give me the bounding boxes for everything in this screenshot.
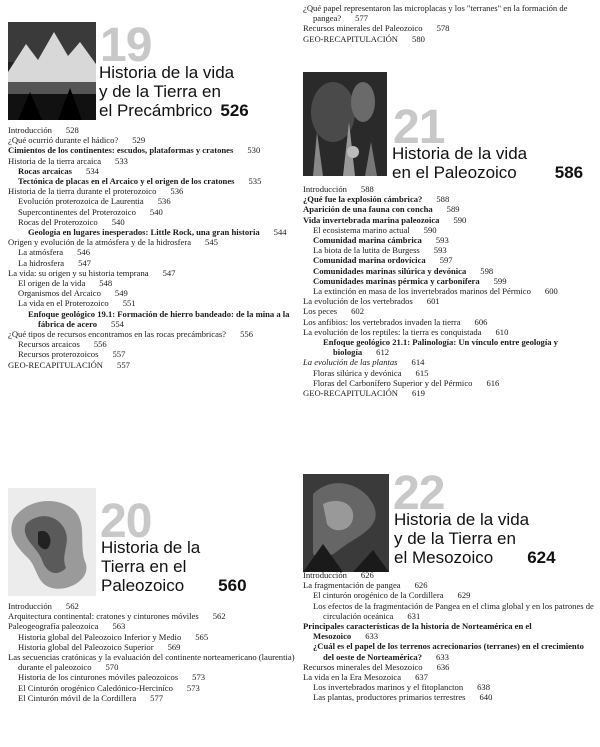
toc-entry-page: 626 bbox=[360, 570, 374, 580]
toc-entry bbox=[8, 207, 296, 217]
toc-entry-page: 577 bbox=[150, 692, 164, 703]
toc-entry-page: 600 bbox=[544, 286, 558, 297]
toc-entry bbox=[8, 642, 296, 652]
toc-entry bbox=[8, 278, 296, 288]
toc-entry bbox=[303, 215, 595, 225]
toc-entry-page: 593 bbox=[435, 235, 449, 246]
chapter-21-page: 586 bbox=[554, 163, 584, 182]
toc-entry bbox=[8, 135, 296, 145]
toc-entry-page: 619 bbox=[412, 388, 425, 399]
toc-entry bbox=[8, 247, 296, 257]
toc-entry-page: 599 bbox=[493, 275, 507, 286]
chapter-22-title: Historia de la vida y de la Tierra en el Mesozoico 624 bbox=[394, 510, 556, 567]
toc-entry bbox=[8, 683, 296, 693]
chapter-22-number: 22 bbox=[393, 467, 445, 520]
toc-entry bbox=[303, 337, 595, 357]
toc-entry-title: ¿Cuál es el papel de los terrenos acrecionarios (terranes) en el crecimiento del oeste de Norteamérica? bbox=[313, 641, 584, 662]
toc-entry bbox=[303, 357, 595, 367]
toc-entry-page: 545 bbox=[205, 237, 218, 248]
toc-entry-page: 536 bbox=[157, 196, 171, 207]
toc-entry-page: 640 bbox=[479, 692, 493, 703]
toc-entry-title: Los peces bbox=[303, 306, 338, 317]
toc-entry-page: 614 bbox=[411, 357, 425, 368]
toc-entry bbox=[8, 339, 296, 349]
toc-entry-page: 610 bbox=[495, 326, 509, 337]
toc-entry-title: Comunidades marinas pérmica y carbonífera bbox=[313, 275, 480, 286]
toc-entry-page: 637 bbox=[415, 672, 428, 683]
toc-entry-page: 554 bbox=[111, 318, 124, 329]
toc-entry bbox=[8, 156, 296, 166]
chapter-22-toc bbox=[303, 570, 595, 703]
toc-entry-title: ¿Qué fue la explosión cámbrica? bbox=[303, 194, 423, 205]
toc-entry-title: Recursos minerales del Paleozoico bbox=[303, 23, 423, 34]
toc-entry-page: 593 bbox=[433, 245, 447, 256]
chapter-19-title: Historia de la vida y de la Tierra en el Precámbrico 526 bbox=[99, 63, 249, 120]
toc-entry bbox=[8, 693, 296, 703]
toc-entry bbox=[303, 184, 595, 194]
chapter-20-toc-continued bbox=[303, 3, 593, 44]
toc-entry-title: Aparición de una fauna con concha bbox=[303, 204, 433, 215]
toc-entry-page: 528 bbox=[65, 125, 79, 135]
toc-entry-page: 636 bbox=[436, 661, 450, 672]
toc-entry-title: GEO-RECAPITULACIÓN bbox=[303, 33, 399, 44]
toc-entry-title: La vida en la Era Mesozoica bbox=[303, 672, 402, 683]
toc-entry bbox=[303, 682, 595, 692]
toc-entry-title: ¿Qué ocurrió durante el hádico? bbox=[8, 135, 119, 146]
toc-entry-page: 597 bbox=[439, 255, 453, 266]
toc-entry bbox=[303, 317, 595, 327]
toc-entry bbox=[303, 327, 595, 337]
toc-entry bbox=[303, 388, 595, 398]
toc-entry bbox=[8, 621, 296, 631]
toc-entry-page: 626 bbox=[414, 580, 428, 591]
toc-entry-title: Comunidades marinas silúrica y devónica bbox=[313, 265, 467, 276]
toc-entry-page: 633 bbox=[365, 631, 379, 642]
toc-entry-title: La evolución de los reptiles: la tierra es conquistada bbox=[303, 326, 482, 337]
toc-entry-page: 629 bbox=[457, 590, 471, 601]
toc-entry-title: Rocas del Proterozoico bbox=[18, 216, 98, 227]
toc-entry-title: Rocas arcaicas bbox=[18, 165, 73, 176]
toc-entry-page: 589 bbox=[446, 204, 460, 215]
toc-entry bbox=[303, 621, 595, 641]
toc-entry-title: Los anfibios: los vertebrados invaden la tierra bbox=[303, 316, 461, 327]
toc-entry-page: 569 bbox=[167, 641, 181, 652]
toc-entry-title: Paleogeografía paleozoica bbox=[8, 621, 99, 632]
toc-entry bbox=[8, 217, 296, 227]
toc-entry-title: Comunidad marina ordovícica bbox=[313, 255, 426, 266]
toc-entry-title: Floras silúrica y devónica bbox=[313, 367, 402, 378]
toc-entry-page: 573 bbox=[192, 672, 206, 683]
toc-entry-title: La biota de la lutita de Burgess bbox=[313, 245, 420, 256]
toc-entry bbox=[8, 601, 296, 611]
toc-entry-title: Introducción bbox=[8, 601, 52, 611]
toc-entry-page: 547 bbox=[78, 257, 91, 268]
toc-entry bbox=[303, 662, 595, 672]
chapter-20-page: 560 bbox=[218, 576, 247, 595]
toc-entry-title: El Cinturón orogénico Caledónico-Herciníco bbox=[18, 682, 173, 693]
toc-entry-page: 536 bbox=[170, 186, 184, 197]
toc-entry-title: Historia global del Paleozoico Superior bbox=[18, 641, 154, 652]
toc-entry-page: 540 bbox=[149, 206, 163, 217]
toc-entry-title: La hidrosfera bbox=[18, 257, 65, 268]
chapter-20-toc bbox=[8, 601, 296, 703]
toc-entry bbox=[303, 204, 595, 214]
toc-entry-page: 598 bbox=[480, 265, 494, 276]
toc-entry-title: Recursos minerales del Mesozoico bbox=[303, 661, 423, 672]
chapter-20-image bbox=[8, 488, 96, 596]
toc-entry-title: Vida invertebrada marina paleozoica bbox=[303, 214, 440, 225]
toc-entry bbox=[303, 34, 593, 44]
toc-entry-page: 551 bbox=[122, 298, 136, 309]
toc-entry-page: 547 bbox=[162, 267, 176, 278]
toc-entry bbox=[8, 298, 296, 308]
toc-entry bbox=[8, 652, 296, 672]
toc-entry bbox=[8, 268, 296, 278]
chapter-19-image bbox=[8, 22, 96, 120]
toc-entry bbox=[8, 196, 296, 206]
toc-entry-title: El Cinturón móvil de la Cordillera bbox=[18, 692, 137, 703]
toc-entry bbox=[8, 611, 296, 621]
toc-entry bbox=[8, 329, 296, 339]
toc-entry-page: 577 bbox=[355, 13, 369, 24]
toc-entry-title: Origen y evolución de la atmósfera y de la hidrosfera bbox=[8, 237, 192, 248]
toc-entry-title: La evolución de los vertebrados bbox=[303, 296, 413, 307]
toc-entry-page: 557 bbox=[112, 349, 126, 360]
toc-entry-title: Las plantas, productores primarios terrestres bbox=[313, 692, 466, 703]
toc-entry-page: 588 bbox=[436, 194, 450, 205]
toc-entry-title: Principales características de la historia de Norteamérica en el Mesozoico bbox=[303, 621, 532, 642]
toc-entry bbox=[303, 368, 595, 378]
toc-entry-title: Introducción bbox=[303, 570, 347, 580]
toc-entry bbox=[303, 194, 595, 204]
chapter-22-page: 624 bbox=[527, 548, 556, 567]
toc-entry-page: 533 bbox=[115, 155, 128, 166]
toc-entry-title: El ecosistema marino actual bbox=[313, 224, 410, 235]
chapter-19-number: 19 bbox=[100, 19, 152, 72]
toc-entry-title: Las secuencias cratónicas y la evaluación del continente norteamericano (laurentia) durante el paleozoico bbox=[8, 652, 295, 673]
toc-entry bbox=[303, 3, 593, 23]
chapter-20-number: 20 bbox=[100, 495, 152, 548]
toc-entry-page: 529 bbox=[132, 135, 146, 146]
toc-entry-page: 631 bbox=[407, 610, 421, 621]
toc-entry-page: 540 bbox=[111, 216, 125, 227]
toc-entry bbox=[303, 276, 595, 286]
toc-entry-title: Los invertebrados marinos y el fitoplancton bbox=[313, 682, 464, 693]
toc-entry bbox=[8, 672, 296, 682]
toc-entry-page: 556 bbox=[240, 329, 253, 340]
toc-entry-title: Historia de la tierra arcaica bbox=[8, 155, 102, 166]
chapter-21-image bbox=[303, 72, 387, 176]
toc-entry-page: 549 bbox=[114, 288, 128, 299]
toc-entry bbox=[8, 166, 296, 176]
chapter-21-number: 21 bbox=[393, 101, 445, 154]
toc-entry-page: 602 bbox=[351, 306, 365, 317]
toc-entry-title: Historia de los cinturones móviles paleozoicos bbox=[18, 672, 179, 683]
toc-entry-title: Evolución proterozoica de Laurentia bbox=[18, 196, 144, 207]
toc-entry bbox=[303, 590, 595, 600]
toc-entry-title: Enfoque geológico 21.1: Palinología: Un vínculo entre geología y biología bbox=[323, 337, 558, 358]
toc-entry bbox=[303, 266, 595, 276]
toc-entry-page: 535 bbox=[248, 176, 262, 187]
toc-entry bbox=[8, 186, 296, 196]
toc-entry-title: Arquitectura continental: cratones y cinturones móviles bbox=[8, 611, 199, 622]
toc-entry-page: 638 bbox=[477, 682, 491, 693]
toc-entry bbox=[303, 580, 595, 590]
toc-entry-page: 601 bbox=[426, 296, 440, 307]
toc-entry bbox=[8, 258, 296, 268]
chapter-19-page: 526 bbox=[220, 101, 249, 120]
toc-entry bbox=[303, 378, 595, 388]
toc-entry bbox=[303, 245, 595, 255]
toc-entry-title: Geología en lugares inesperados: Little Rock, una gran historia bbox=[28, 227, 260, 238]
chapter-22-image bbox=[303, 474, 389, 572]
toc-entry-title: La extinción en masa de los invertebrados marinos del Pérmico bbox=[313, 286, 531, 297]
toc-entry-title: GEO-RECAPITULACIÓN bbox=[8, 359, 104, 370]
toc-entry-title: ¿Qué tipos de recursos encontramos en las rocas precámbricas? bbox=[8, 329, 227, 340]
toc-entry-title: Introducción bbox=[303, 184, 347, 194]
chapter-21-toc bbox=[303, 184, 595, 398]
toc-entry-title: La evolución de las plantas bbox=[303, 357, 398, 368]
toc-entry-title: La vida: su origen y su historia temprana bbox=[8, 267, 149, 278]
toc-entry-title: GEO-RECAPITULACIÓN bbox=[303, 388, 399, 399]
toc-entry-page: 588 bbox=[360, 184, 374, 194]
toc-entry-title: Introducción bbox=[8, 125, 52, 135]
toc-entry-page: 546 bbox=[77, 247, 90, 258]
toc-entry bbox=[303, 23, 593, 33]
toc-entry bbox=[303, 306, 595, 316]
toc-entry-title: Los efectos de la fragmentación de Pangea en el clima global y en los patrones de circulación oceánica bbox=[313, 600, 594, 621]
toc-entry-page: 616 bbox=[486, 377, 500, 388]
toc-entry-title: Recursos arcaicos bbox=[18, 339, 80, 350]
toc-entry-page: 606 bbox=[474, 316, 488, 327]
toc-entry-page: 534 bbox=[86, 165, 99, 176]
toc-entry-title: Recursos proterozoicos bbox=[18, 349, 99, 360]
chapter-21-title: Historia de la vida en el Paleozoico 586 bbox=[392, 144, 584, 182]
toc-entry-title: Comunidad marina cámbrica bbox=[313, 235, 422, 246]
toc-entry bbox=[8, 176, 296, 186]
toc-entry bbox=[303, 672, 595, 682]
toc-entry bbox=[8, 288, 296, 298]
toc-entry-title: El cinturón orogénico de la Cordillera bbox=[313, 590, 444, 601]
toc-entry-page: 590 bbox=[453, 214, 467, 225]
toc-entry-title: ¿Qué papel representaron las microplacas y los "terranes" en la formación de pangea? bbox=[303, 3, 568, 24]
toc-entry bbox=[303, 296, 595, 306]
toc-entry-page: 562 bbox=[212, 611, 226, 622]
toc-entry-page: 580 bbox=[412, 33, 425, 44]
toc-entry bbox=[8, 227, 296, 237]
toc-entry bbox=[8, 349, 296, 359]
toc-entry bbox=[8, 145, 296, 155]
toc-entry-title: Enfoque geológico 19.1: Formación de hierro bandeado: de la mina a la fábrica de acero bbox=[28, 308, 290, 329]
toc-entry bbox=[303, 235, 595, 245]
toc-entry bbox=[303, 255, 595, 265]
toc-entry bbox=[303, 692, 595, 702]
toc-entry-title: La fragmentación de pangea bbox=[303, 580, 401, 591]
toc-entry-page: 562 bbox=[65, 601, 79, 611]
toc-entry-title: Tectónica de placas en el Arcaico y el origen de los cratones bbox=[18, 176, 235, 187]
toc-entry-title: La vida en el Proterozoico bbox=[18, 298, 109, 309]
toc-entry-page: 570 bbox=[105, 662, 119, 673]
toc-entry-title: Historia global del Paleozoico Inferior y Medio bbox=[18, 631, 182, 642]
toc-entry-page: 590 bbox=[423, 224, 437, 235]
toc-entry bbox=[303, 641, 595, 661]
toc-entry-page: 578 bbox=[436, 23, 450, 34]
toc-entry-page: 544 bbox=[273, 227, 287, 238]
toc-entry-page: 633 bbox=[436, 651, 449, 662]
toc-entry-page: 615 bbox=[415, 367, 429, 378]
toc-entry-title: Supercontinentes del Proterozoico bbox=[18, 206, 136, 217]
toc-entry bbox=[303, 286, 595, 296]
toc-entry-title: El origen de la vida bbox=[18, 278, 86, 289]
toc-entry-title: Organismos del Arcaico bbox=[18, 288, 101, 299]
toc-entry bbox=[8, 237, 296, 247]
toc-entry-page: 573 bbox=[186, 682, 200, 693]
chapter-19-toc bbox=[8, 125, 296, 370]
toc-entry-title: Historia de la tierra durante el proterozoico bbox=[8, 186, 157, 197]
toc-entry bbox=[303, 570, 595, 580]
toc-entry bbox=[303, 225, 595, 235]
toc-entry-page: 565 bbox=[195, 631, 209, 642]
toc-entry-page: 557 bbox=[117, 359, 130, 370]
toc-entry-title: Cimientos de los continentes: escudos, plataformas y cratones bbox=[8, 145, 234, 156]
toc-entry-title: La atmósfera bbox=[18, 247, 64, 258]
toc-entry-title: Floras del Carbonífero Superior y del Pérmico bbox=[313, 377, 473, 388]
chapter-20-title: Historia de la Tierra en el Paleozoico 560 bbox=[101, 538, 247, 595]
toc-entry-page: 556 bbox=[93, 339, 107, 350]
toc-entry bbox=[8, 360, 296, 370]
toc-entry bbox=[8, 309, 296, 329]
toc-entry-page: 612 bbox=[376, 347, 390, 358]
toc-entry-page: 530 bbox=[247, 145, 261, 156]
toc-entry bbox=[303, 601, 595, 621]
toc-entry bbox=[8, 125, 296, 135]
toc-entry-page: 563 bbox=[112, 621, 126, 632]
toc-entry bbox=[8, 632, 296, 642]
toc-entry-page: 548 bbox=[99, 278, 113, 289]
